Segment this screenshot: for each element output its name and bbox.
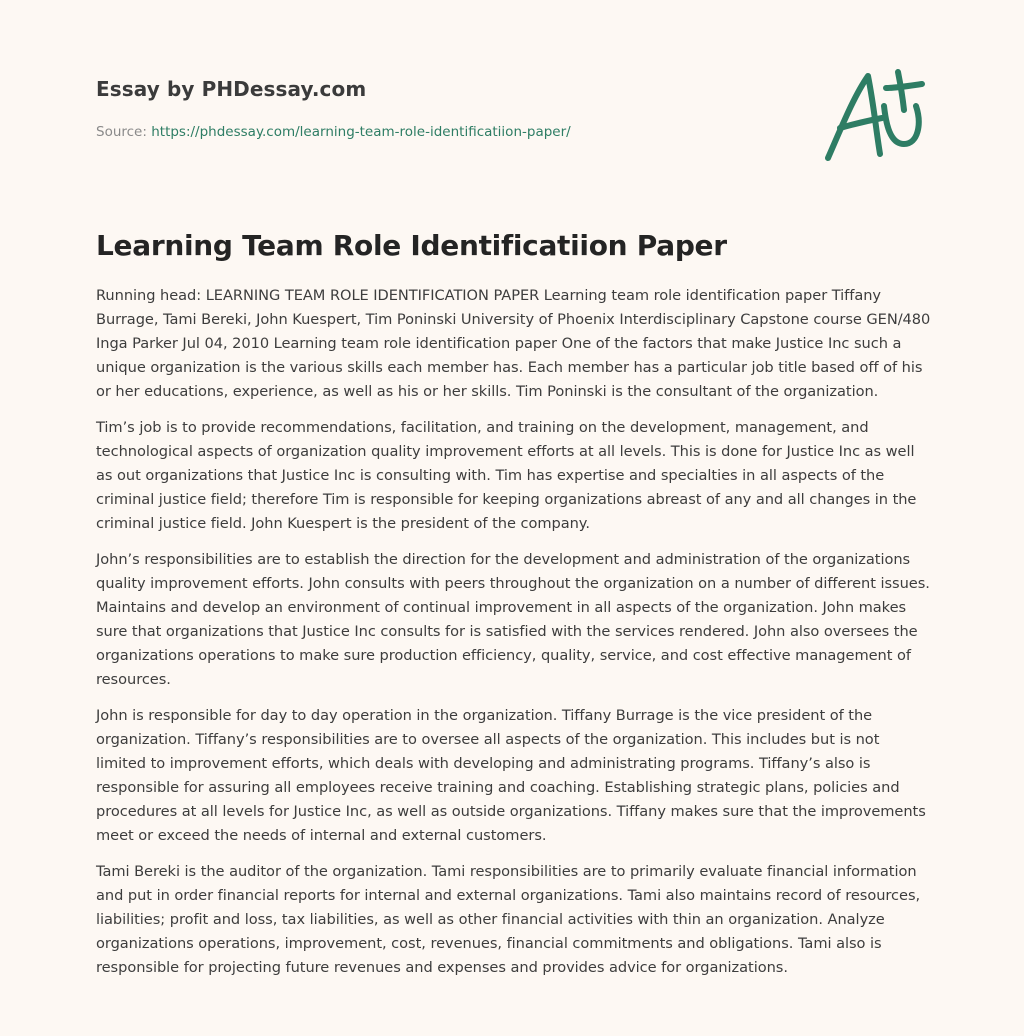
essay-title: Learning Team Role Identificatiion Paper (96, 229, 727, 262)
site-brand: Essay by PHDessay.com (96, 77, 367, 101)
source-line (96, 124, 571, 140)
source-link[interactable]: https://phdessay.com/learning-team-role-identificatiion-paper/ (151, 124, 571, 140)
essay-paragraph: Tami Bereki is the auditor of the organization. Tami responsibilities are to primarily evaluate financial information and put in order financial reports for internal and external organizations. Tami also maintains record of resources, liabilities; profit and loss, tax liabilities, as well as other financial activities with thin an organization. Analyze organizations operations, improvement, cost, revenues, financial commitments and obligations. Tami also is responsible for projecting future revenues and expenses and provides advice for organizations. (96, 863, 921, 976)
essay-body (96, 284, 931, 992)
essay-paragraph: Tim’s job is to provide recommendations, facilitation, and training on the development, management, and technological aspects of organization quality improvement efforts at all levels. This is done for Justice Inc as well as out organizations that Justice Inc is consulting with. Tim has expertise and specialties in all aspects of the criminal justice field; therefore Tim is responsible for keeping organizations abreast of any and all changes in the criminal justice field. John Kuespert is the president of the company. (96, 419, 917, 532)
essay-paragraph: Running head: LEARNING TEAM ROLE IDENTIFICATION PAPER Learning team role identification paper Tiffany Burrage, Tami Bereki, John Kuespert, Tim Poninski University of Phoenix Interdisciplinary Capstone course GEN/480 Inga Parker Jul 04, 2010 Learning team role identification paper One of the factors that make Justice Inc such a unique organization is the various skills each member has. Each member has a particular job title based off of his or her educations, experience, as well as his or her skills. Tim Poninski is the consultant of the organization. (96, 287, 931, 400)
essay-paragraph: John’s responsibilities are to establish the direction for the development and administration of the organizations quality improvement efforts. John consults with peers throughout the organization on a number of different issues. Maintains and develop an environment of continual improvement in all aspects of the organization. John makes sure that organizations that Justice Inc consults for is satisfied with the services rendered. John also oversees the organizations operations to make sure production efficiency, quality, service, and cost effective management of resources. (96, 551, 930, 688)
essay-paragraph: John is responsible for day to day operation in the organization. Tiffany Burrage is the vice president of the organization. Tiffany’s responsibilities are to oversee all aspects of the organization. This includes but is not limited to improvement efforts, which deals with developing and administrating programs. Tiffany’s also is responsible for assuring all employees receive training and coaching. Establishing strategic plans, policies and procedures at all levels for Justice Inc, as well as outside organizations. Tiffany makes sure that the improvements meet or exceed the needs of internal and external customers. (96, 707, 926, 844)
source-label: Source: (96, 124, 152, 140)
page-header (96, 0, 928, 200)
a-plus-logo-icon (824, 66, 928, 166)
